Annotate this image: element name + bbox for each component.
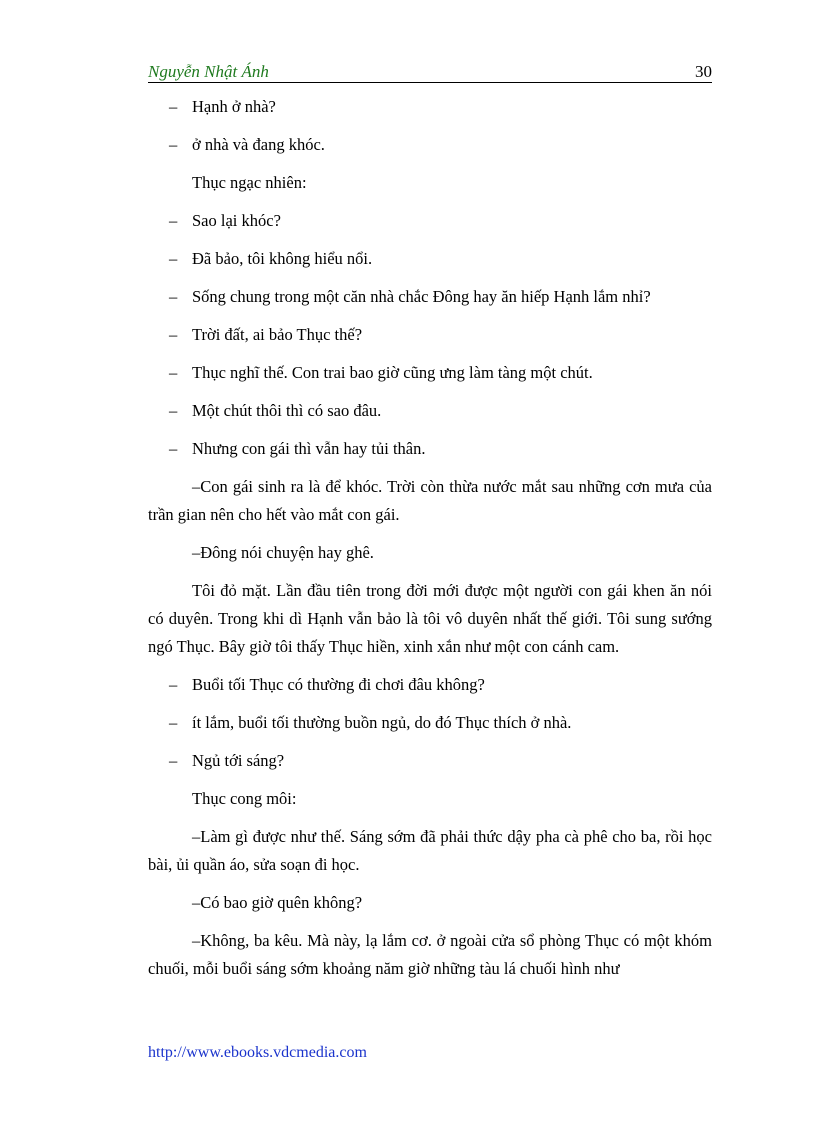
dialogue-text: ở nhà và đang khóc. bbox=[192, 135, 325, 154]
dialogue-line bbox=[148, 359, 712, 387]
page-number: 30 bbox=[695, 62, 712, 81]
dialogue-line bbox=[148, 397, 712, 425]
dialogue-line bbox=[148, 207, 712, 235]
narration-line: Thục cong môi: bbox=[192, 789, 297, 808]
dash-mark: – bbox=[169, 363, 178, 382]
dialogue-text: Thục nghĩ thế. Con trai bao giờ cũng ưng làm tàng một chút. bbox=[192, 363, 593, 382]
dash-mark: – bbox=[169, 135, 178, 154]
dash-mark: – bbox=[169, 401, 178, 420]
dash-mark: – bbox=[169, 751, 178, 770]
dialogue-line bbox=[148, 435, 712, 463]
dialogue-text: ít lắm, buổi tối thường buồn ngủ, do đó Thục thích ở nhà. bbox=[192, 713, 572, 732]
page-body bbox=[148, 93, 712, 993]
dash-mark: – bbox=[169, 249, 178, 268]
dialogue-line bbox=[148, 709, 712, 737]
dash-mark: – bbox=[169, 287, 178, 306]
dialogue-line bbox=[148, 283, 712, 311]
paragraph: –Con gái sinh ra là để khóc. Trời còn thừa nước mắt sau những cơn mưa của trần gian nên cho hết vào mắt con gái. bbox=[148, 477, 712, 524]
dash-mark: – bbox=[169, 675, 178, 694]
paragraph: –Đông nói chuyện hay ghê. bbox=[192, 543, 374, 562]
footer-link[interactable]: http://www.ebooks.vdcmedia.com bbox=[148, 1044, 367, 1061]
dialogue-line bbox=[148, 93, 712, 121]
dash-mark: – bbox=[169, 325, 178, 344]
dialogue-text: Sống chung trong một căn nhà chắc Đông hay ăn hiếp Hạnh lắm nhỉ? bbox=[192, 287, 651, 306]
dash-mark: – bbox=[169, 713, 178, 732]
dialogue-line bbox=[148, 245, 712, 273]
dialogue-text: Trời đất, ai bảo Thục thế? bbox=[192, 325, 363, 344]
paragraph: –Không, ba kêu. Mà này, lạ lắm cơ. ở ngoài cửa sổ phòng Thục có một khóm chuối, mỗi buổi sáng sớm khoảng năm giờ những tàu lá chuối hình như bbox=[148, 931, 712, 978]
dash-mark: – bbox=[169, 439, 178, 458]
dialogue-text: Đã bảo, tôi không hiểu nổi. bbox=[192, 249, 373, 268]
paragraph: –Có bao giờ quên không? bbox=[192, 893, 363, 912]
author-name: Nguyễn Nhật Ánh bbox=[148, 62, 269, 81]
page-header bbox=[148, 60, 712, 83]
dialogue-line bbox=[148, 321, 712, 349]
narration-line: Thục ngạc nhiên: bbox=[192, 173, 307, 192]
dialogue-text: Buổi tối Thục có thường đi chơi đâu không? bbox=[192, 675, 485, 694]
dash-mark: – bbox=[169, 97, 178, 116]
dash-mark: – bbox=[169, 211, 178, 230]
paragraph: Tôi đỏ mặt. Lần đầu tiên trong đời mới được một người con gái khen ăn nói có duyên. Trong khi dì Hạnh vẫn bảo là tôi vô duyên nhất thế giới. Tôi sung sướng ngó Thục. Bây giờ tôi thấy Thục hiền, xinh xắn như một con cánh cam. bbox=[148, 581, 712, 656]
paragraph: –Làm gì được như thế. Sáng sớm đã phải thức dậy pha cà phê cho ba, rồi học bài, ủi quần áo, sửa soạn đi học. bbox=[148, 827, 712, 874]
dialogue-text: Sao lại khóc? bbox=[192, 211, 281, 230]
dialogue-line bbox=[148, 747, 712, 775]
dialogue-text: Một chút thôi thì có sao đâu. bbox=[192, 401, 382, 420]
dialogue-text: Hạnh ở nhà? bbox=[192, 97, 276, 116]
dialogue-text: Nhưng con gái thì vẫn hay tủi thân. bbox=[192, 439, 426, 458]
dialogue-line bbox=[148, 131, 712, 159]
dialogue-line bbox=[148, 671, 712, 699]
dialogue-text: Ngủ tới sáng? bbox=[192, 751, 285, 770]
